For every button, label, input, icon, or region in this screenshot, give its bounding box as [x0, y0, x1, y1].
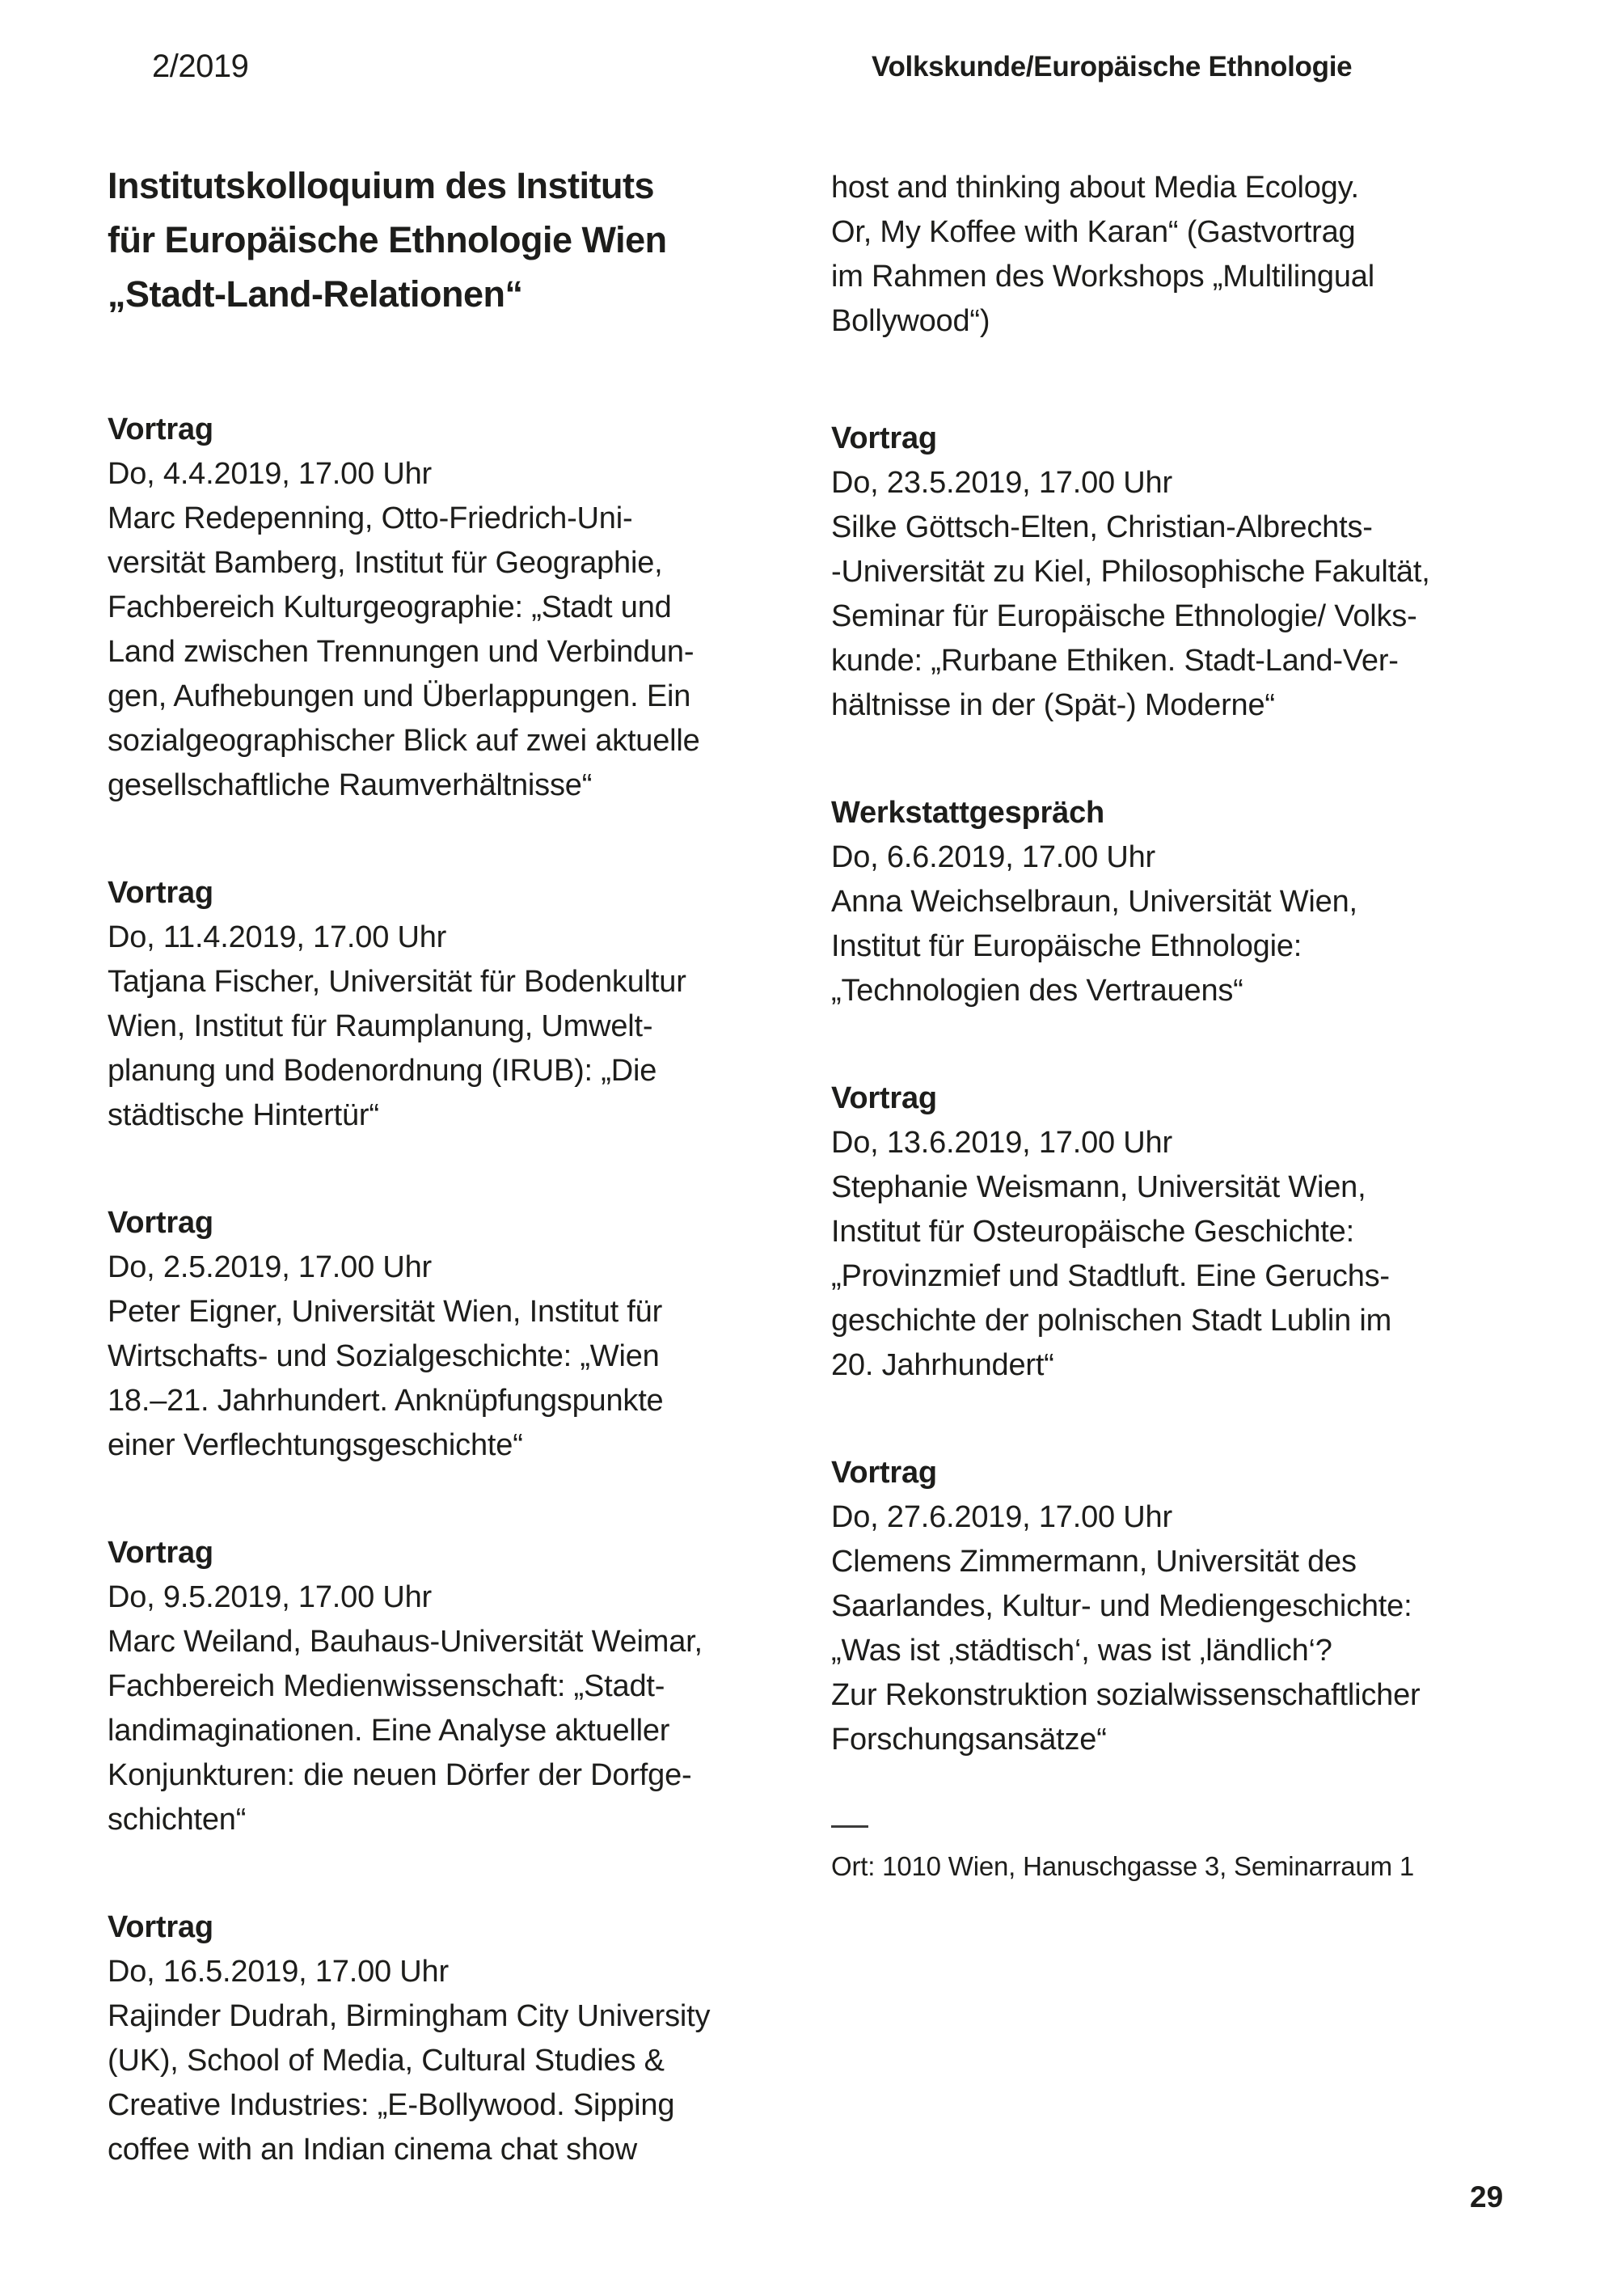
continued-paragraph: host and thinking about Media Ecology. Or, My Koffee with Karan“ (Gastvortrag im Rahmen des Workshops „Multilingual Bollywood“)	[831, 171, 1374, 338]
page-number: 29	[1470, 2180, 1504, 2214]
event-heading: Vortrag	[108, 1910, 213, 1944]
section-header: Volkskunde/Europäische Ethnologie	[872, 51, 1353, 82]
event-heading: Vortrag	[108, 1206, 213, 1240]
event-heading: Werkstattgespräch	[831, 796, 1105, 830]
right-column	[831, 166, 1551, 1884]
event-body: Do, 9.5.2019, 17.00 Uhr Marc Weiland, Bauhaus-Universität Weimar, Fachbereich Medienwissenschaft: „Stadt- landimaginationen. Eine Analyse aktueller Konjunkturen: die neuen Dörfer der Dorfge- schichten“	[108, 1580, 703, 1837]
event-block	[831, 1451, 1551, 1762]
event-heading: Vortrag	[831, 1081, 937, 1115]
event-block	[108, 1201, 808, 1468]
event-body: Do, 4.4.2019, 17.00 Uhr Marc Redepenning, Otto-Friedrich-Uni- versität Bamberg, Institut für Geographie, Fachbereich Kulturgeographie: „Stadt und Land zwischen Trennungen und Verbindun- gen, Aufhebungen und Überlappungen. Ein sozialgeographischer Blick auf zwei aktuelle gesellschaftliche Raumverhältnisse“	[108, 457, 700, 802]
event-block	[831, 416, 1551, 728]
event-heading: Vortrag	[831, 421, 937, 455]
event-body: Do, 13.6.2019, 17.00 Uhr Stephanie Weismann, Universität Wien, Institut für Osteuropäische Geschichte: „Provinzmief und Stadtluft. Eine Geruchs- geschichte der polnischen Stadt Lublin im 20. Jahrhundert“	[831, 1126, 1392, 1382]
event-body: Do, 16.5.2019, 17.00 Uhr Rajinder Dudrah, Birmingham City University (UK), School of Media, Cultural Studies & Creative Industries: „E-Bollywood. Sipping coffee with an Indian cinema chat show	[108, 1955, 711, 2167]
location-note: Ort: 1010 Wien, Hanuschgasse 3, Seminarraum 1	[831, 1851, 1415, 1881]
issue-number: 2/2019	[152, 49, 249, 84]
page-title: Institutskolloquium des Instituts für Europäische Ethnologie Wien „Stadt-Land-Relationen“	[108, 165, 667, 315]
footnote-rule	[831, 1825, 868, 1828]
event-block	[831, 1076, 1551, 1388]
event-block	[108, 1905, 808, 2172]
event-body: Do, 2.5.2019, 17.00 Uhr Peter Eigner, Universität Wien, Institut für Wirtschafts- und Sozialgeschichte: „Wien 18.–21. Jahrhundert. Anknüpfungspunkte einer Verflechtungsgeschichte“	[108, 1250, 664, 1462]
event-heading: Vortrag	[108, 412, 213, 446]
event-heading: Vortrag	[108, 876, 213, 910]
event-body: Do, 23.5.2019, 17.00 Uhr Silke Göttsch-Elten, Christian-Albrechts- -Universität zu Kiel, Philosophische Fakultät, Seminar für Europäische Ethnologie/ Volks- kunde: „Rurbane Ethiken. Stadt-Land-Ver- hältnisse in der (Spät-) Moderne“	[831, 466, 1430, 722]
event-heading: Vortrag	[831, 1456, 937, 1490]
event-body: Do, 11.4.2019, 17.00 Uhr Tatjana Fischer, Universität für Bodenkultur Wien, Institut für Raumplanung, Umwelt- planung und Bodenordnung (IRUB): „Die städtische Hintertür“	[108, 920, 686, 1132]
event-block	[108, 408, 808, 808]
event-heading: Vortrag	[108, 1536, 213, 1570]
event-body: Do, 27.6.2019, 17.00 Uhr Clemens Zimmermann, Universität des Saarlandes, Kultur- und Mediengeschichte: „Was ist ‚städtisch‘, was ist ‚ländlich‘? Zur Rekonstruktion sozialwissenschaftlicher Forschungsansätze“	[831, 1500, 1421, 1757]
event-block	[108, 871, 808, 1138]
event-body: Do, 6.6.2019, 17.00 Uhr Anna Weichselbraun, Universität Wien, Institut für Europäische Ethnologie: „Technologien des Vertrauens“	[831, 840, 1357, 1008]
event-block	[831, 791, 1551, 1013]
event-block	[108, 1531, 808, 1842]
left-column	[108, 159, 808, 2235]
